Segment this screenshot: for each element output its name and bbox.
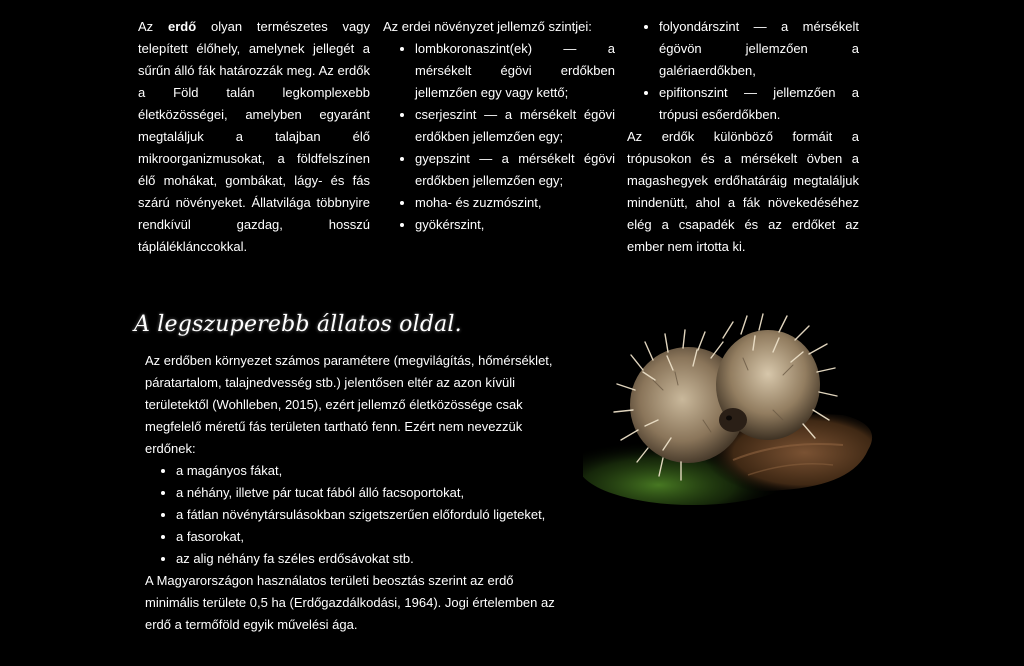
list-item: • cserjeszint — a mérsékelt égövi erdőkben jellemzően egy; xyxy=(415,104,615,148)
hedgehog-image xyxy=(583,310,883,510)
section-heading: A legszuperebb állatos oldal. xyxy=(134,312,462,337)
forest-distribution-column xyxy=(627,16,859,258)
list-item: • gyökérszint, xyxy=(415,214,615,236)
definition-term: erdő xyxy=(168,19,197,34)
list-item: • a fasorokat, xyxy=(176,526,555,548)
forest-distribution-paragraph: Az erdők különböző formáit a trópusokon és a mérsékelt övben a magashegyek erdőhatáráig megtaláljuk mindenütt, ahol a fák növekedéséhez elég a csapadék és az erdőket az ember nem irtotta ki. xyxy=(627,129,859,254)
list-item: • lombkoronaszint(ek) — a mérsékelt égövi erdőkben jellemzően egy vagy kettő; xyxy=(415,38,615,104)
list-item: • a néhány, illetve pár tucat fából álló facsoportokat, xyxy=(176,482,555,504)
list-item: • a fátlan növénytársulásokban szigetszerűen előforduló ligeteket, xyxy=(176,504,555,526)
not-forest-section xyxy=(145,350,555,636)
not-forest-intro: Az erdőben környezet számos paramétere (megvilágítás, hőmérséklet, páratartalom, talajnedvesség stb.) jelentősen eltér az azon kívüli területektől (Wohlleben, 2015), ezért jellemző életközössége csak megfelelő méretű fás területen tartható fenn. Ezért nem nevezzük erdőnek: xyxy=(145,353,553,456)
forest-definition-column xyxy=(138,16,370,258)
definition-prefix: Az xyxy=(138,19,168,34)
list-item: • moha- és zuzmószint, xyxy=(415,192,615,214)
vegetation-levels-column xyxy=(383,16,615,236)
list-item: • epifitonszint — jellemzően a trópusi esőerdőkben. xyxy=(659,82,859,126)
vegetation-levels-intro: Az erdei növényzet jellemző szintjei: xyxy=(383,19,592,34)
list-item: • a magányos fákat, xyxy=(176,460,555,482)
vegetation-levels-list xyxy=(383,38,615,236)
vegetation-levels-list-continued xyxy=(627,16,859,126)
definition-text: olyan természetes vagy telepített élőhely, amelynek jellegét a sűrűn álló fák határozzák meg. Az erdők a Föld talán legkomplexebb életközösségei, amelyben egyaránt megtaláljuk a talajban élő mikroorganizmusokat, a földfelszínen élő mohákat, gombákat, lágy- és fás szárú növényeket. Állatvilága többnyire rendkívül gazdag, hosszú tápláléklánccokkal. xyxy=(138,19,370,254)
forest-definition-paragraph xyxy=(138,16,370,258)
minimum-area-paragraph: A Magyarországon használatos területi beosztás szerint az erdő minimális területe 0,5 ha (Erdőgazdálkodási, 1964). Jogi értelemben az erdő a termőföld egyik művelési ága. xyxy=(145,573,555,632)
list-item: • az alig néhány fa széles erdősávokat stb. xyxy=(176,548,555,570)
not-forest-list xyxy=(145,460,555,570)
list-item: • folyondárszint — a mérsékelt égövön jellemzően a galériaerdőkben, xyxy=(659,16,859,82)
list-item: • gyepszint — a mérsékelt égövi erdőkben jellemzően egy; xyxy=(415,148,615,192)
hedgehog-illustration xyxy=(583,310,883,510)
